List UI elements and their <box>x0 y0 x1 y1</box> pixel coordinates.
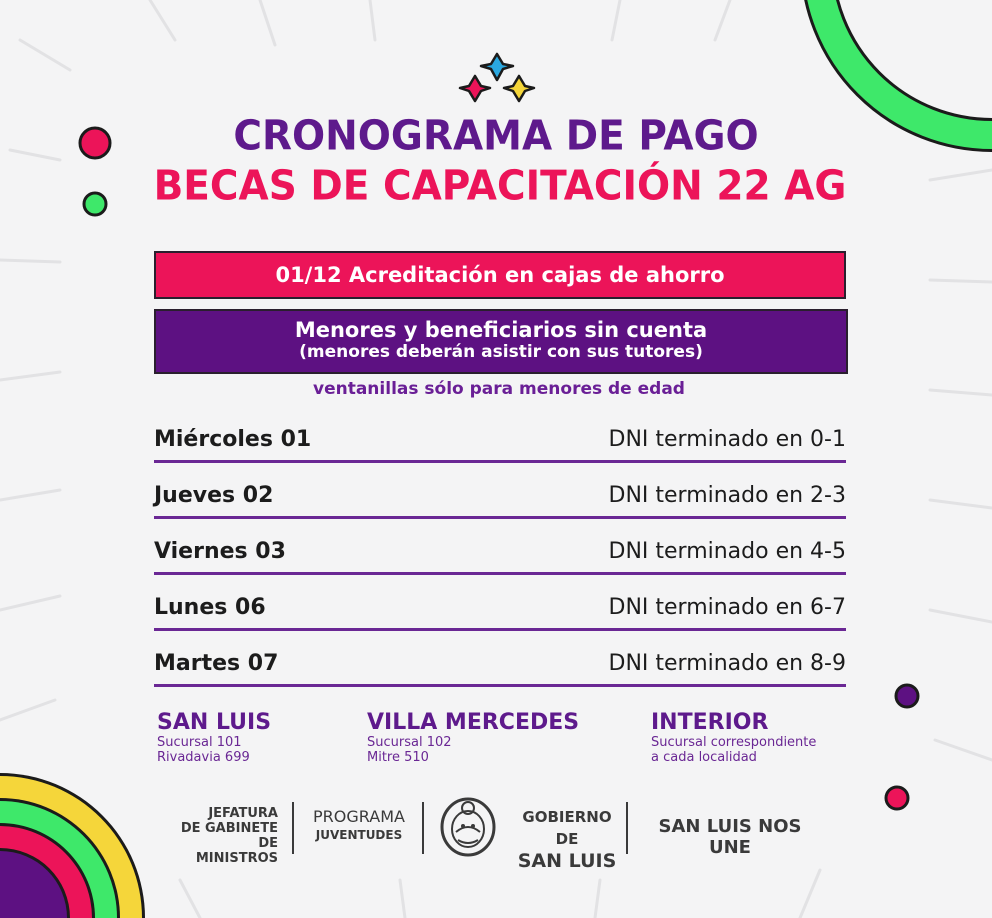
location-branch: Sucursal 101 <box>157 735 242 750</box>
schedule-dni: DNI terminado en 6-7 <box>608 595 846 620</box>
gobierno-line: SAN LUIS <box>517 850 617 872</box>
schedule-row <box>154 468 846 519</box>
location-address: Mitre 510 <box>367 750 429 765</box>
programa-line: PROGRAMA <box>313 807 405 826</box>
ventanillas-note: ventanillas sólo para menores de edad <box>313 379 685 399</box>
menores-subtitle: (menores deberán asistir con sus tutores) <box>299 342 703 362</box>
acreditacion-banner <box>154 251 846 299</box>
schedule-row <box>154 524 846 575</box>
schedule-dni: DNI terminado en 2-3 <box>608 483 846 508</box>
location-address: a cada localidad <box>651 750 757 765</box>
sparkles-icon <box>460 54 534 101</box>
programa-juventudes-logo <box>308 808 410 844</box>
rainbow-arc-decoration <box>0 773 145 918</box>
footer-divider <box>626 802 628 854</box>
provincial-seal-icon <box>438 796 498 858</box>
jefatura-line: JEFATURA <box>208 806 278 821</box>
schedule-dni: DNI terminado en 4-5 <box>608 539 846 564</box>
location-name: INTERIOR <box>651 710 769 735</box>
jefatura-line: DE MINISTROS <box>195 836 278 866</box>
dot-magenta-small <box>886 787 908 809</box>
location-san-luis <box>157 711 271 765</box>
programa-line: JUVENTUDES <box>315 828 403 842</box>
jefatura-logo <box>172 806 278 866</box>
schedule-day: Miércoles 01 <box>154 427 312 452</box>
footer-divider <box>292 802 294 854</box>
schedule-day: Jueves 02 <box>154 483 274 508</box>
acreditacion-text: 01/12 Acreditación en cajas de ahorro <box>275 263 725 287</box>
location-branch: Sucursal correspondiente <box>651 735 817 750</box>
slogan: SAN LUIS NOS UNE <box>658 816 802 858</box>
location-address: Rivadavia 699 <box>157 750 250 765</box>
page-subtitle: BECAS DE CAPACITACIÓN 22 AG <box>153 162 847 211</box>
schedule-row <box>154 580 846 631</box>
jefatura-line: DE GABINETE <box>180 821 278 836</box>
page-title: CRONOGRAMA DE PAGO <box>233 112 759 161</box>
footer-divider <box>422 802 424 854</box>
schedule-row <box>154 636 846 687</box>
schedule-dni: DNI terminado en 8-9 <box>608 651 846 676</box>
dot-purple <box>896 685 918 707</box>
location-name: SAN LUIS <box>157 710 272 735</box>
location-name: VILLA MERCEDES <box>367 710 580 735</box>
gobierno-san-luis-logo <box>512 806 622 872</box>
schedule-day: Lunes 06 <box>154 595 266 620</box>
schedule-day: Martes 07 <box>154 651 279 676</box>
location-interior <box>651 711 816 765</box>
schedule-dni: DNI terminado en 0-1 <box>608 427 846 452</box>
location-branch: Sucursal 102 <box>367 735 452 750</box>
schedule-day: Viernes 03 <box>154 539 286 564</box>
gobierno-line: GOBIERNO DE <box>522 808 612 848</box>
menores-title: Menores y beneficiarios sin cuenta <box>294 318 708 342</box>
location-villa-mercedes <box>367 711 579 765</box>
schedule-row <box>154 412 846 463</box>
menores-banner <box>154 309 848 374</box>
